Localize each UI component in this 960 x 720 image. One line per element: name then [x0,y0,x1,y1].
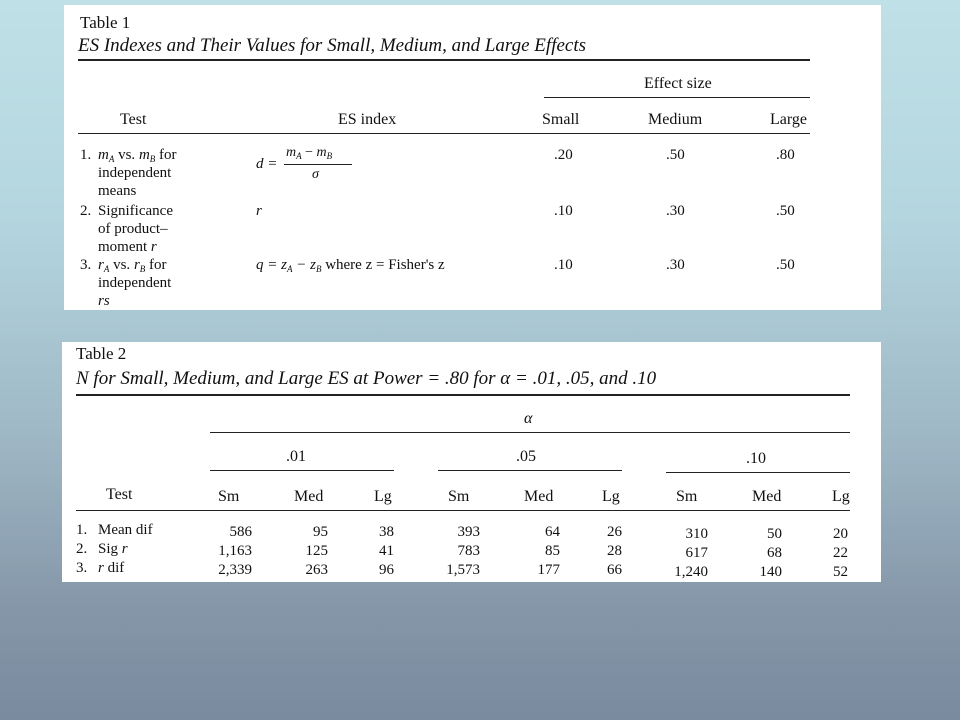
alpha-rule [210,432,850,433]
col-header-med-01: Med [294,488,324,505]
value-cell: 41 [379,543,394,559]
value-cell: 95 [313,524,328,540]
value-cell: 1,573 [446,562,480,578]
value-cell: 50 [767,526,782,542]
col-header-sm-01: Sm [218,488,240,505]
value-small: .10 [554,257,573,273]
value-cell: 263 [305,562,328,578]
col-header-lg-05: Lg [602,488,620,505]
value-cell: 1,240 [674,564,708,580]
value-cell: 393 [457,524,480,540]
test-name: r dif [98,560,125,576]
table-1-top-rule [78,59,810,61]
col-header-small: Small [542,111,580,128]
es-index-lhs: d = [256,156,278,172]
value-cell: 310 [685,526,708,542]
test-name-line: independent [98,275,172,291]
value-large: .80 [776,147,795,163]
effect-size-header: Effect size [644,75,712,92]
alpha-group-10: .10 [746,450,766,467]
value-cell: 20 [833,526,848,542]
value-medium: .50 [666,147,685,163]
value-cell: 52 [833,564,848,580]
value-small: .20 [554,147,573,163]
col-header-test: Test [106,486,133,503]
row-number: 1. [80,147,92,163]
value-cell: 140 [759,564,782,580]
value-cell: 64 [545,524,560,540]
alpha-header: α [524,410,533,427]
alpha-group-01: .01 [286,448,306,465]
row-number: 2. [80,203,92,219]
es-index-fraction [282,145,354,185]
value-cell: 68 [767,545,782,561]
col-header-test: Test [120,111,147,128]
value-cell: 1,163 [218,543,252,559]
es-index-formula: $q = z_A - z_B$ where z = Fisher's z [256,257,445,274]
table-1-panel [64,5,881,310]
value-cell: 66 [607,562,622,578]
col-header-med-10: Med [752,488,782,505]
value-cell: 177 [537,562,560,578]
test-name-line: independent [98,165,172,181]
table-1-header-rule [78,133,810,134]
row-number: 2. [76,541,88,557]
test-name: $m_A$ vs. $m_B$ for [98,147,177,164]
table-2-label: Table 2 [76,344,127,363]
col-header-med-05: Med [524,488,554,505]
table-2-panel [62,342,881,582]
table-1-label: Table 1 [80,13,131,32]
fraction-bar [284,164,352,165]
table-2-header-rule [76,510,850,511]
test-name: Mean dif [98,522,153,538]
test-name: Sig r [98,541,128,557]
value-cell: 22 [833,545,848,561]
value-cell: 28 [607,543,622,559]
value-cell: 586 [229,524,252,540]
test-name-line: rs [98,293,110,309]
col-header-es-index: ES index [338,111,397,128]
value-cell: 2,339 [218,562,252,578]
col-header-sm-10: Sm [676,488,698,505]
row-number: 1. [76,522,88,538]
table-2-top-rule [76,394,850,396]
value-small: .10 [554,203,573,219]
alpha-group-05: .05 [516,448,536,465]
fraction-numerator: $m_A - m_B$ [286,145,333,161]
value-cell: 125 [305,543,328,559]
value-cell: 96 [379,562,394,578]
col-header-sm-05: Sm [448,488,470,505]
value-cell: 783 [457,543,480,559]
alpha-group-rule [666,472,850,473]
col-header-large: Large [770,111,808,128]
value-cell: 38 [379,524,394,540]
value-cell: 26 [607,524,622,540]
col-header-lg-10: Lg [832,488,850,505]
value-medium: .30 [666,257,685,273]
test-name-line: of product– [98,221,168,237]
col-header-medium: Medium [648,111,703,128]
row-number: 3. [80,257,92,273]
test-name: Significance [98,203,173,219]
row-number: 3. [76,560,88,576]
table-2-title: N for Small, Medium, and Large ES at Power = .80 for α = .01, .05, and .10 [76,368,657,389]
test-name: $r_A$ vs. $r_B$ for [98,257,167,274]
value-large: .50 [776,203,795,219]
fraction-denominator: σ [312,167,319,182]
table-1-title: ES Indexes and Their Values for Small, Medium, and Large Effects [78,35,587,56]
test-name-line: moment r [98,239,157,255]
es-index: r [256,203,262,219]
value-large: .50 [776,257,795,273]
test-name-line: means [98,183,137,199]
effect-size-rule [544,97,810,98]
value-cell: 85 [545,543,560,559]
col-header-lg-01: Lg [374,488,392,505]
alpha-group-rule [210,470,394,471]
value-medium: .30 [666,203,685,219]
alpha-group-rule [438,470,622,471]
value-cell: 617 [685,545,708,561]
